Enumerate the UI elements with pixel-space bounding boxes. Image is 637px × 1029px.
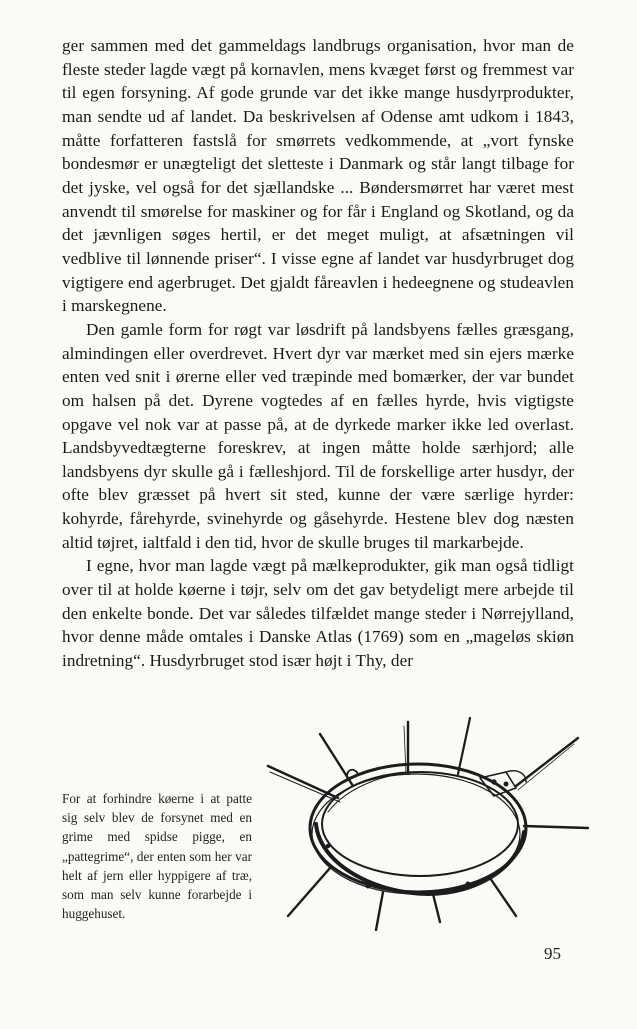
- figure-caption: [62, 789, 252, 923]
- caption-text: For at forhindre køerne i at patte sig selv blev de forsynet med en grime med spidse pigge, en „pattegrime“, der enten som her var helt af jern eller hyppigere af træ, som man selv kunne forarbejde i huggehuset.: [62, 791, 252, 922]
- paragraph-3: I egne, hvor man lagde vægt på mælkeprodukter, gik man også tidligt over til at holde køerne i tøjr, selv om det gav betydeligt mere arbejde til den enkelte bonde. Det var således tilfældet mange steder i Nørrejylland, hvor denne måde omtales i Danske Atlas (1769) som en „mageløs skiøn indretning“. Husdyrbruget stod især højt i Thy, der: [62, 556, 574, 671]
- pattegrime-illustration: [258, 716, 590, 931]
- paragraph-1: ger sammen med det gammeldags landbrugs organisation, hvor man de fleste steder lagde vægt på kornavlen, mens kvæget først og fremmest var til egen forsyning. Af gode grunde var det ikke mange husdyrprodukter, man sendte ud af landet. Da beskrivelsen af Odense amt udkom i 1843, måtte forfatteren fastslå for smørrets vedkommende, at „vort fynske bondesmør er unægteligt det sletteste i Danmark og står langt tilbage for det jyske, vel også for det sjællandske ... Bøndersmørret har været mest anvendt til smørelse for maskiner og for får i England og Skotland, og da det jævnligen søges hertil, er det meget muligt, at afsætningen vil vedblive til lønnende priser“. I visse egne af landet var husdyrbruget dog vigtigere end agerbruget. Det gjaldt fåreavlen i hedeegnene og studeavlen i marskegnene.: [62, 36, 574, 316]
- iron-collar-drawing: [258, 716, 590, 931]
- paragraph-2: Den gamle form for røgt var løsdrift på landsbyens fælles græsgang, almindingen eller overdrevet. Hvert dyr var mærket med sin ejers mærke enten ved snit i ørerne eller ved træpinde med bomærker, der var bundet om halsen på det. Dyrene vogtedes af en fælles hyrde, hvis vigtigste opgave vel nok var at passe på, at de dyrkede marker ikke led overlast. Landsbyvedtægterne foreskrev, at ingen måtte holde særhjord; alle landsbyens dyr skulle gå i fælleshjord. Til de forskellige arter husdyr, der ofte blev græsset på hvert sit sted, kunne der være særlige hyrder: kohyrde, fårehyrde, svinehyrde og gåsehyrde. Hestene blev dog næsten altid tøjret, ialtfald i den tid, hvor de skulle bruges til markarbejde.: [62, 319, 574, 552]
- body-text: [62, 34, 574, 673]
- page-number: 95: [544, 944, 561, 963]
